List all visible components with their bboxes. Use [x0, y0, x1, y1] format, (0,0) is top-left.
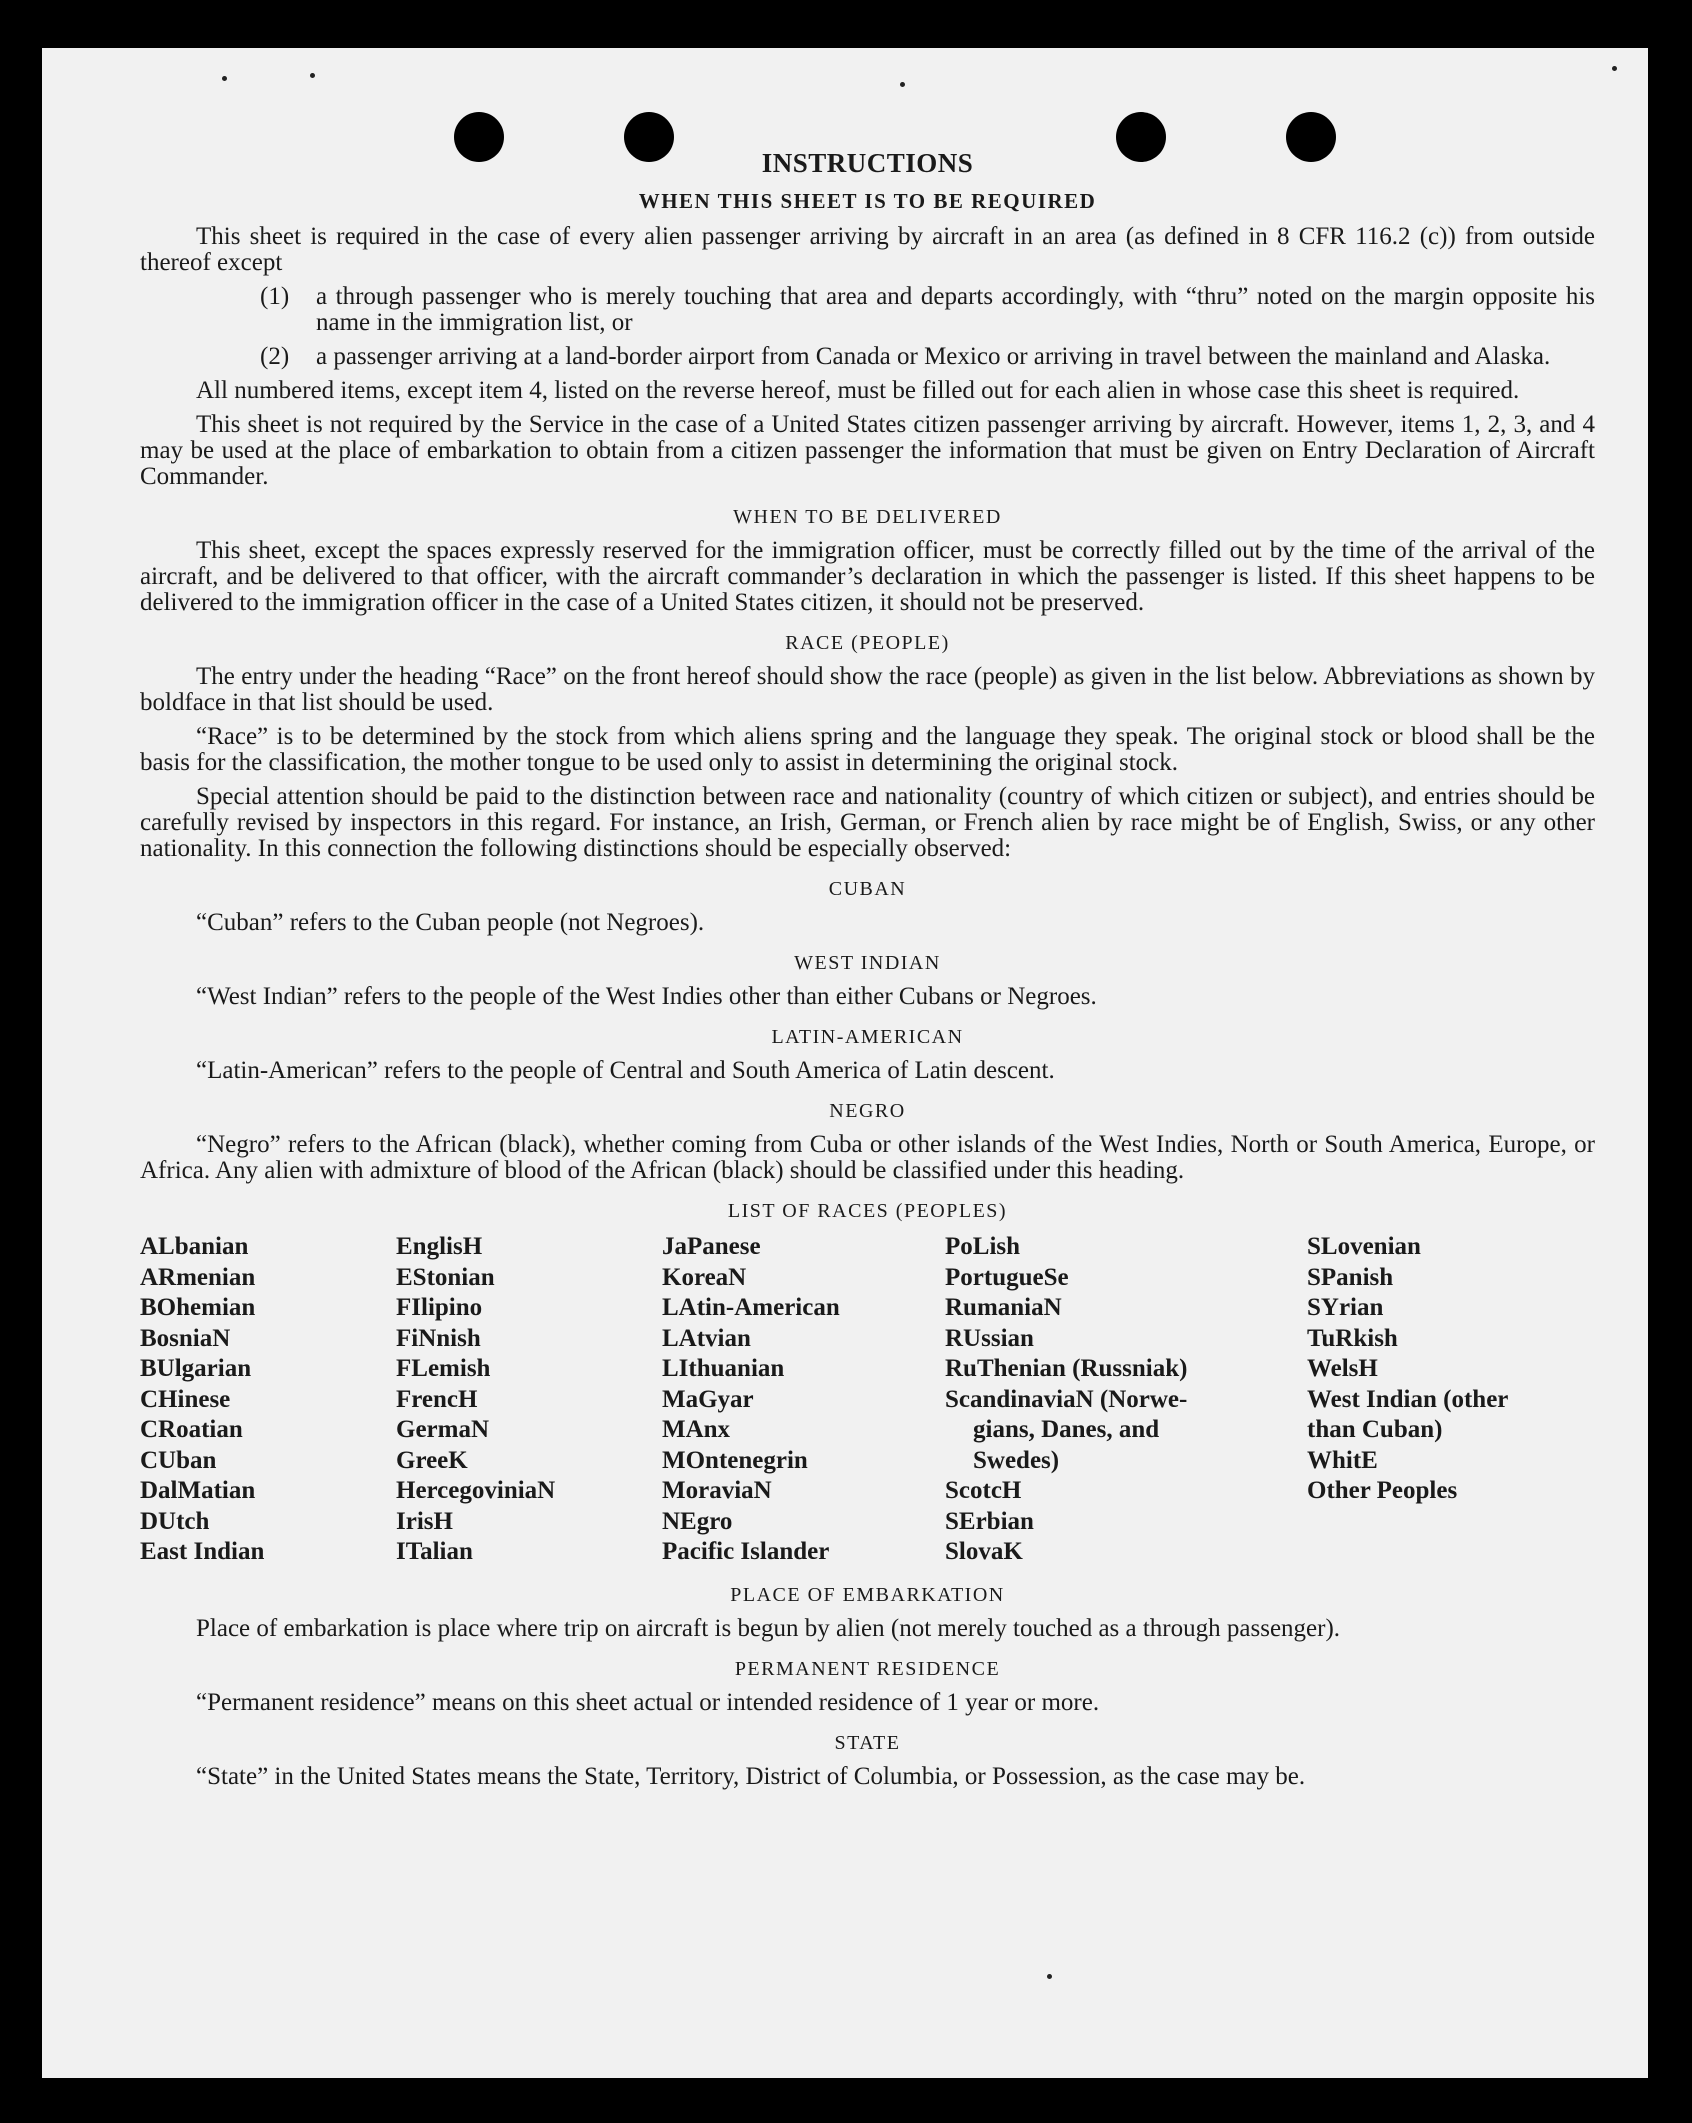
paragraph: “Race” is to be determined by the stock from which aliens spring and the language they speak. The original stock or blood shall be the basis for the classification, the mother tongue to be used only to assist in determining the original stock. — [140, 723, 1595, 776]
paragraph: Place of embarkation is place where trip on aircraft is begun by alien (not merely touched as a through passenger). — [196, 1614, 1341, 1642]
race-entry: SPanish — [1307, 1263, 1394, 1291]
race-entry: KoreaN — [662, 1263, 747, 1291]
race-entry: LAtvian — [662, 1324, 751, 1352]
race-column — [662, 1232, 945, 1568]
race-entry: RUssian — [945, 1324, 1034, 1352]
race-entry: NEgro — [662, 1507, 733, 1535]
paragraph: This sheet is not required by the Service in the case of a United States citizen passenger arriving by aircraft. However, items 1, 2, 3, and 4 may be used at the place of embarkation to obtain from a citizen passenger the information that must be given on Entry Declaration of Aircraft Commander. — [140, 411, 1595, 490]
paragraph: “Negro” refers to the African (black), whether coming from Cuba or other islands of the West Indies, North or South America, Europe, or Africa. Any alien with admixture of blood of the African (black) should be classified under this heading. — [140, 1131, 1595, 1184]
race-entry: ARmenian — [140, 1263, 256, 1291]
race-entry-continued: Swedes) — [973, 1446, 1060, 1474]
race-entry: LAtin-American — [662, 1294, 840, 1321]
definition: “Cuban” refers to the Cuban people (not Negroes). — [196, 909, 705, 936]
race-entry: SlovaK — [945, 1538, 1023, 1565]
race-entry: CHinese — [140, 1385, 231, 1413]
section-heading: RACE (PEOPLE) — [785, 632, 950, 654]
paragraph: “State” in the United States means the State, Territory, District of Columbia, or Possession, as the case may be. — [196, 1762, 1306, 1790]
race-entry: FiNnish — [396, 1324, 481, 1352]
speck — [1612, 66, 1617, 71]
item-number: (2) — [260, 343, 290, 370]
section-heading: WHEN TO BE DELIVERED — [733, 506, 1002, 528]
race-entry: FLemish — [396, 1355, 491, 1382]
race-entry: Other Peoples — [1307, 1477, 1458, 1504]
speck — [1047, 1974, 1052, 1979]
race-entry: GreeK — [396, 1446, 468, 1474]
speck — [900, 82, 905, 87]
race-entry: MaGyar — [662, 1385, 754, 1413]
race-entry: WelsH — [1307, 1355, 1378, 1382]
race-entry: than Cuban) — [1307, 1416, 1443, 1443]
race-entry: GermaN — [396, 1416, 490, 1443]
race-entry: MoraviaN — [662, 1477, 772, 1504]
item-number: (1) — [260, 283, 290, 310]
section-heading: STATE — [834, 1731, 901, 1754]
race-entry: ScotcH — [945, 1477, 1022, 1504]
definition: “Permanent residence” means on this sheet actual or intended residence of 1 year or more. — [196, 1688, 1100, 1716]
race-entry: BosniaN — [140, 1324, 231, 1352]
race-entry: DUtch — [140, 1507, 210, 1535]
race-entry: EnglisH — [396, 1233, 483, 1260]
race-entry: IrisH — [396, 1507, 453, 1535]
race-entry: FrencH — [396, 1385, 478, 1413]
speck — [310, 73, 315, 78]
paragraph: Special attention should be paid to the distinction between race and nationality (country of which citizen or subject), and entries should be carefully revised by inspectors in this regard. For instance, an Irish, German, or French alien by race might be of English, Swiss, or any other nationality. In this connection the following distinctions should be especially observed: — [140, 783, 1595, 862]
instructions-content — [140, 106, 1595, 1798]
race-entry: TuRkish — [1307, 1324, 1398, 1352]
race-column — [140, 1232, 396, 1568]
race-entry: PoLish — [945, 1233, 1021, 1260]
race-entry: SYrian — [1307, 1294, 1384, 1321]
paragraph: This sheet is required in the case of every alien passenger arriving by aircraft in an area (as defined in 8 CFR 116.2 (c)) from outside thereof except — [140, 223, 1595, 276]
race-entry: RumaniaN — [945, 1294, 1062, 1321]
race-list — [140, 1232, 1595, 1568]
race-entry: HercegoviniaN — [396, 1477, 556, 1504]
race-entry: RuThenian (Russniak) — [945, 1355, 1188, 1382]
race-column — [945, 1232, 1307, 1568]
race-entry: JaPanese — [662, 1233, 761, 1260]
definition: “Latin-American” refers to the people of Central and South America of Latin descent. — [196, 1057, 1055, 1084]
definition: “West Indian” refers to the people of the West Indies other than either Cubans or Negroes. — [196, 983, 1097, 1010]
page-title: INSTRUCTIONS — [761, 148, 974, 178]
section-heading: PLACE OF EMBARKATION — [730, 1583, 1005, 1606]
paragraph: The entry under the heading “Race” on the front hereof should show the race (people) as given in the list below. Abbreviations as shown by boldface in that list should be used. — [140, 663, 1595, 716]
paragraph: This sheet, except the spaces expressly reserved for the immigration officer, must be correctly filled out by the time of the arrival of the aircraft, and be delivered to that officer, with the aircraft commander’s declaration in which the passenger is listed. If this sheet happens to be delivered to the immigration officer in the case of a United States citizen, it should not be preserved. — [140, 537, 1595, 616]
race-entry: West Indian (other — [1307, 1385, 1509, 1413]
section-heading: WEST INDIAN — [794, 952, 941, 974]
race-entry: PortugueSe — [945, 1263, 1069, 1291]
race-entry: MOntenegrin — [662, 1446, 808, 1474]
race-entry: SLovenian — [1307, 1233, 1421, 1260]
race-entry: LIthuanian — [662, 1355, 785, 1382]
race-entry: Pacific Islander — [662, 1538, 830, 1565]
race-entry: BOhemian — [140, 1294, 256, 1321]
race-entry: BUlgarian — [140, 1355, 252, 1382]
section-heading: LIST OF RACES (PEOPLES) — [727, 1200, 1008, 1222]
race-entry: MAnx — [662, 1416, 731, 1443]
speck — [222, 76, 227, 81]
race-entry: ScandinaviaN (Norwe- — [945, 1385, 1188, 1413]
section-heading: NEGRO — [829, 1100, 906, 1122]
document-page — [42, 48, 1648, 2078]
race-entry: CRoatian — [140, 1416, 243, 1443]
item-text: a through passenger who is merely touching that area and departs accordingly, with “thru” noted on the margin opposite his name in the immigration list, or — [316, 283, 1595, 336]
race-entry: WhitE — [1307, 1446, 1378, 1474]
race-entry: DalMatian — [140, 1477, 256, 1504]
race-column — [1307, 1232, 1595, 1568]
race-entry: ALbanian — [140, 1233, 249, 1260]
section-heading: PERMANENT RESIDENCE — [734, 1657, 1001, 1680]
race-entry-continued: gians, Danes, and — [973, 1416, 1160, 1443]
race-column — [396, 1232, 662, 1568]
race-entry: FIlipino — [396, 1294, 483, 1321]
list-item — [260, 344, 1595, 370]
race-entry: CUban — [140, 1446, 217, 1474]
section-heading: LATIN-AMERICAN — [771, 1026, 964, 1048]
paragraph: All numbered items, except item 4, listed on the reverse hereof, must be filled out for each alien in whose case this sheet is required. — [196, 377, 1520, 404]
section-heading: WHEN THIS SHEET IS TO BE REQUIRED — [638, 189, 1097, 213]
race-entry: SErbian — [945, 1507, 1034, 1535]
list-item — [260, 284, 1595, 336]
race-entry: ITalian — [396, 1538, 473, 1565]
race-entry: East Indian — [140, 1538, 265, 1565]
section-heading: CUBAN — [828, 878, 907, 900]
race-entry: EStonian — [396, 1263, 495, 1291]
item-text: a passenger arriving at a land-border airport from Canada or Mexico or arriving in travel between the mainland and Alaska. — [316, 343, 1551, 370]
